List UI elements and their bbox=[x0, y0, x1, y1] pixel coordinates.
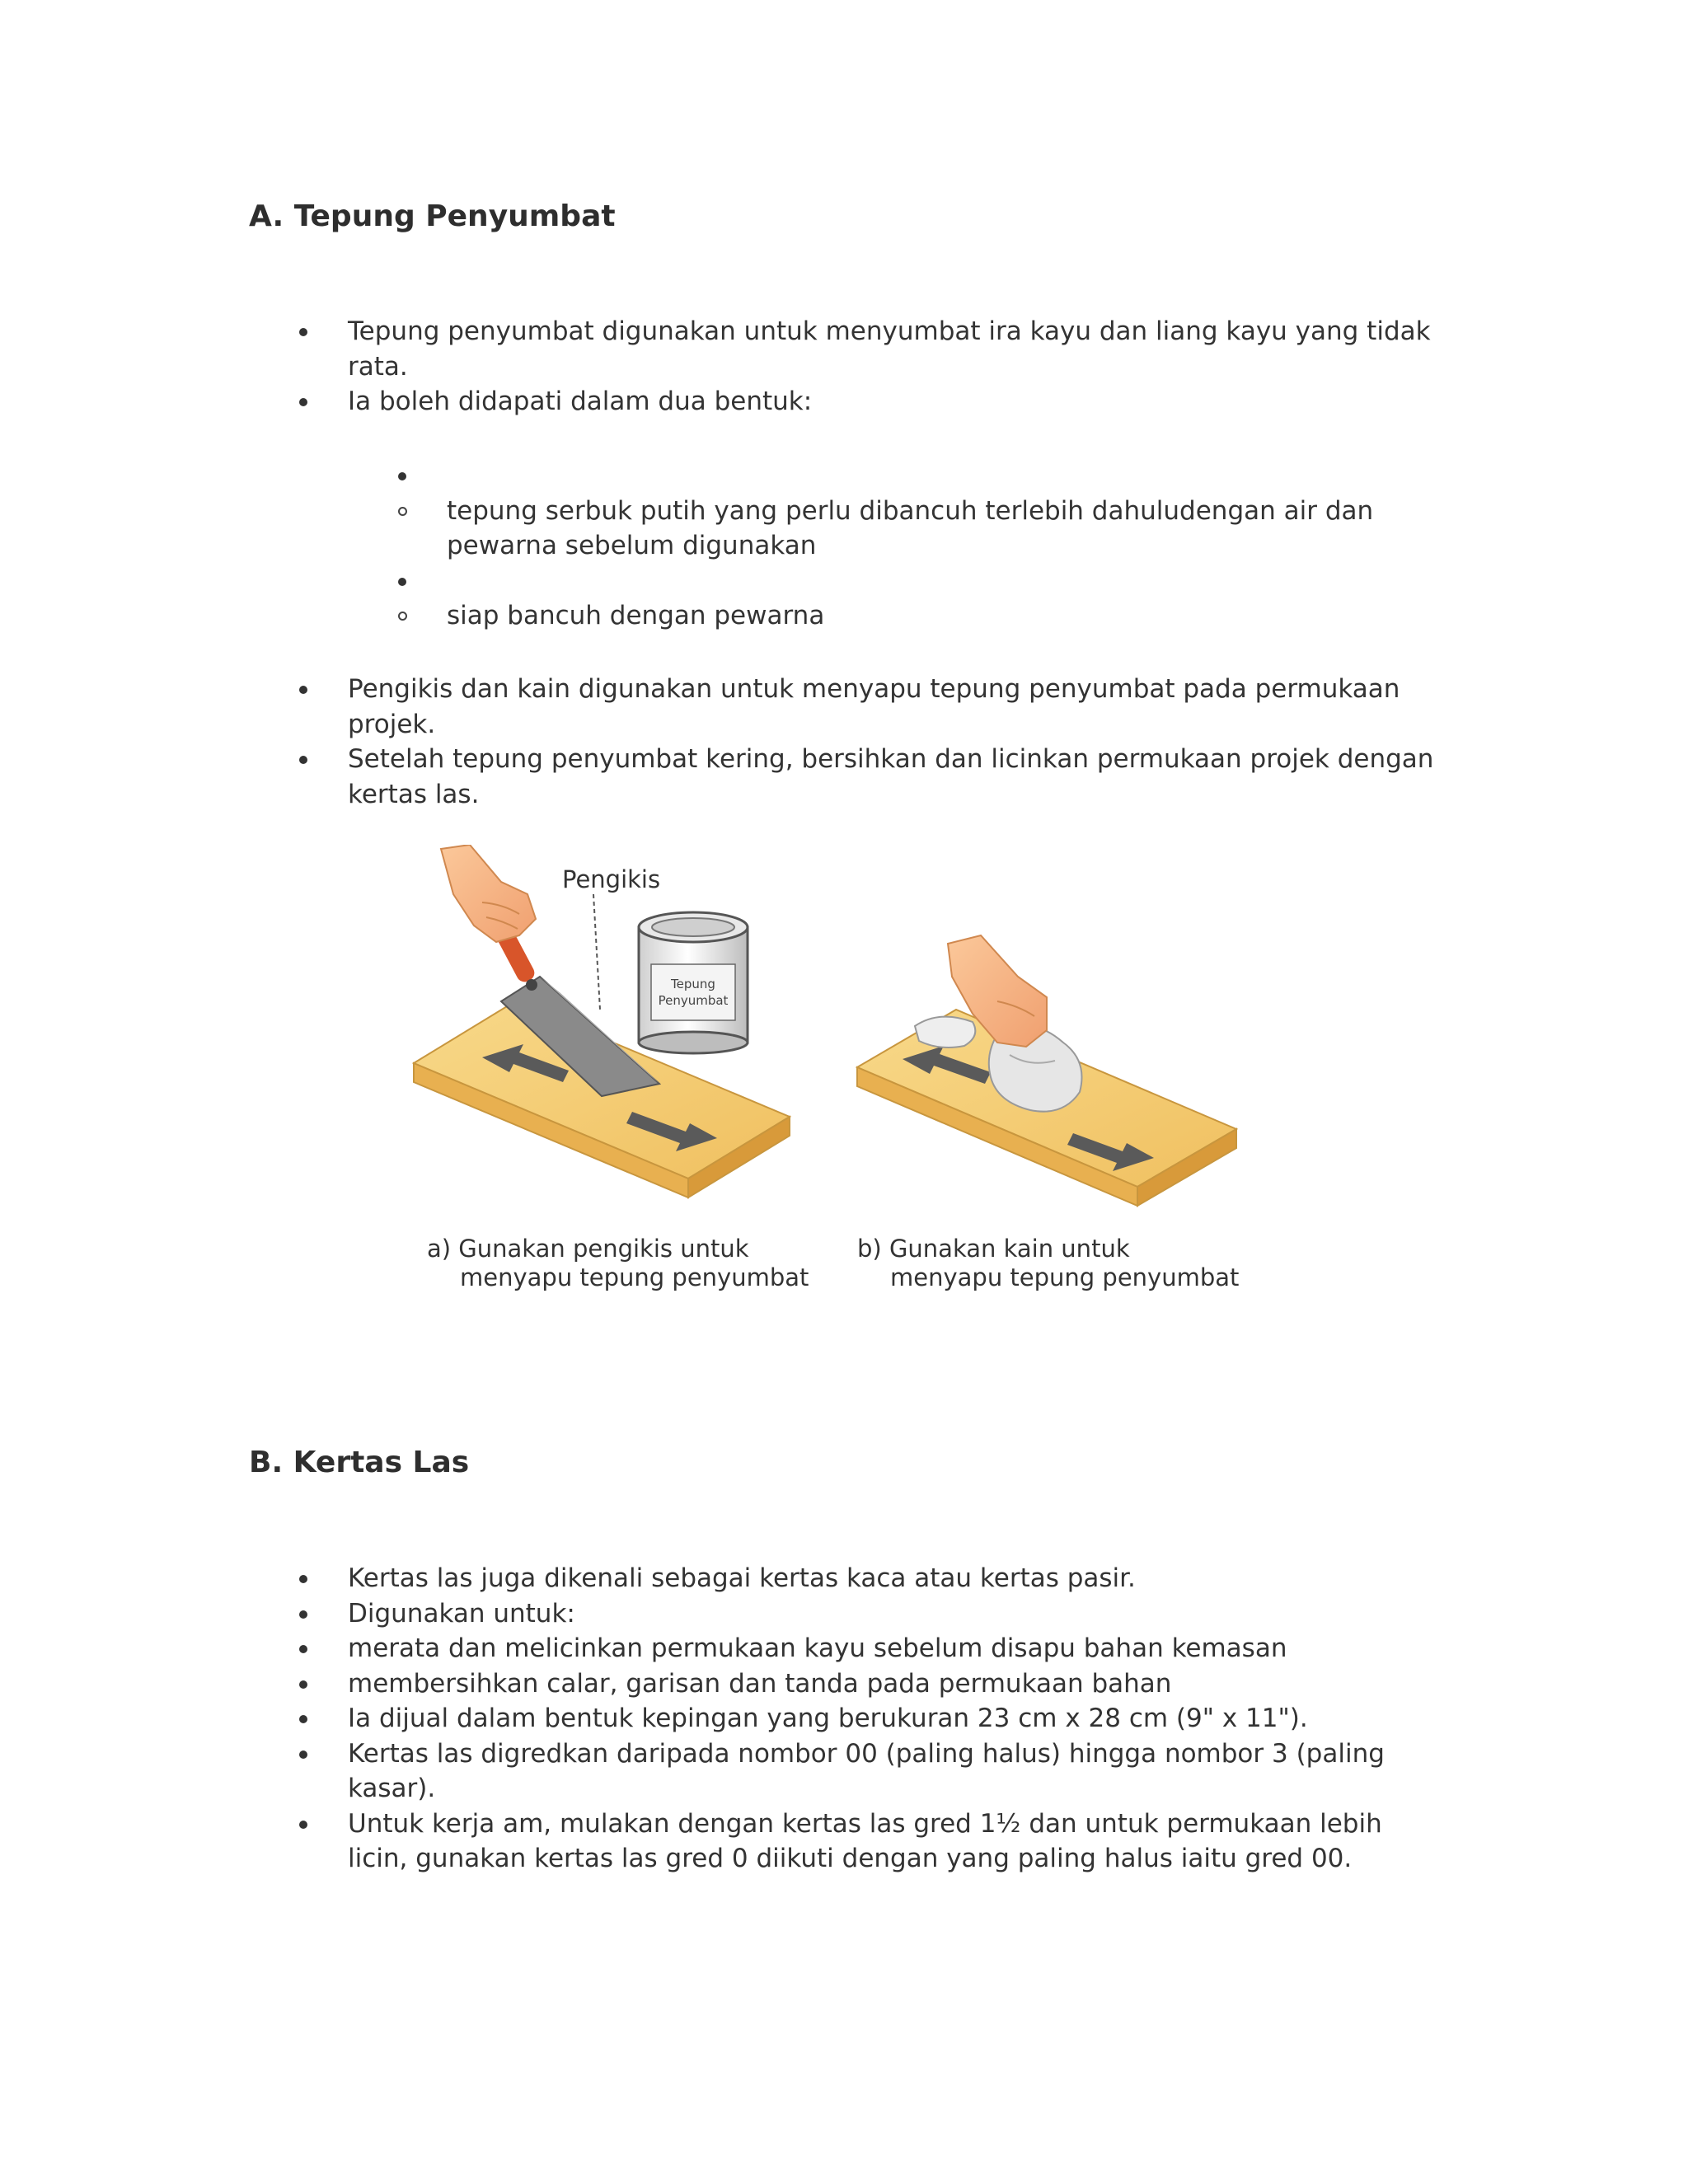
bullet-dot-icon bbox=[299, 756, 307, 764]
list-item-text: membersihkan calar, garisan dan tanda pada permukaan bahan bbox=[348, 1668, 1172, 1699]
caption-b-line1: b) Gunakan kain untuk bbox=[857, 1235, 1130, 1263]
bullet-dot-icon bbox=[299, 1680, 307, 1689]
list-item bbox=[348, 1666, 1444, 1702]
pointer-line bbox=[593, 894, 600, 1010]
caption-a-line1: a) Gunakan pengikis untuk bbox=[427, 1235, 749, 1263]
section-a-bullets-top bbox=[348, 314, 1444, 419]
list-item bbox=[447, 494, 1403, 564]
caption-a-line2: menyapu tepung penyumbat bbox=[460, 1263, 809, 1291]
list-item bbox=[348, 1736, 1444, 1807]
empty-list-item bbox=[447, 458, 1403, 494]
bullet-dot-icon bbox=[299, 686, 307, 694]
bullet-dot-icon bbox=[299, 1821, 307, 1829]
bullet-dot-icon bbox=[299, 1750, 307, 1759]
bullet-dot-icon bbox=[299, 1645, 307, 1653]
list-item-text: tepung serbuk putih yang perlu dibancuh terlebih dahuludengan air dan pewarna sebelum digunakan bbox=[447, 495, 1374, 560]
list-item bbox=[348, 1807, 1444, 1877]
bullet-dot-icon bbox=[299, 1610, 307, 1619]
filler-application-illustration bbox=[404, 845, 1261, 1306]
bullet-dot-icon bbox=[299, 1715, 307, 1723]
can-label-line1: Tepung bbox=[671, 977, 715, 991]
bullet-dot-icon bbox=[398, 472, 406, 480]
tool-label: Pengikis bbox=[562, 865, 661, 893]
bullet-circle-icon bbox=[398, 612, 407, 621]
empty-list-item bbox=[447, 564, 1403, 599]
list-item-text: Kertas las digredkan daripada nombor 00 (paling halus) hingga nombor 3 (paling kasar). bbox=[348, 1738, 1385, 1803]
list-item bbox=[447, 598, 1403, 634]
list-item-text: Untuk kerja am, mulakan dengan kertas las gred 1½ dan untuk permukaan lebih licin, gunakan kertas las gred 0 diikuti dengan yang paling halus iaitu gred 00. bbox=[348, 1808, 1382, 1873]
list-item-text: Tepung penyumbat digunakan untuk menyumbat ira kayu dan liang kayu yang tidak rata. bbox=[348, 316, 1431, 382]
list-item bbox=[348, 1561, 1444, 1596]
hand-icon bbox=[441, 845, 536, 942]
bullet-dot-icon bbox=[299, 328, 307, 336]
bullet-dot-icon bbox=[299, 1575, 307, 1583]
section-b-heading: B. Kertas Las bbox=[249, 1446, 470, 1479]
list-item-text: Setelah tepung penyumbat kering, bersihkan dan licinkan permukaan projek dengan kertas las. bbox=[348, 744, 1434, 809]
list-item bbox=[348, 1631, 1444, 1666]
section-a-heading: A. Tepung Penyumbat bbox=[249, 199, 616, 233]
list-item bbox=[348, 384, 1444, 419]
list-item bbox=[348, 742, 1444, 812]
list-item-text: Ia dijual dalam bentuk kepingan yang berukuran 23 cm x 28 cm (9" x 11"). bbox=[348, 1704, 1308, 1733]
list-item bbox=[348, 314, 1444, 384]
list-item bbox=[348, 1701, 1444, 1736]
list-item bbox=[348, 1596, 1444, 1632]
bullet-dot-icon bbox=[398, 578, 406, 586]
bullet-circle-icon bbox=[398, 507, 407, 516]
filler-can-icon bbox=[639, 912, 748, 1053]
list-item bbox=[348, 672, 1444, 742]
section-a-bullets-bottom bbox=[348, 672, 1444, 812]
list-item-text: merata dan melicinkan permukaan kayu sebelum disapu bahan kemasan bbox=[348, 1633, 1287, 1663]
bullet-dot-icon bbox=[299, 398, 307, 406]
list-item-text: Pengikis dan kain digunakan untuk menyapu tepung penyumbat pada permukaan projek. bbox=[348, 674, 1400, 739]
list-item-text: Digunakan untuk: bbox=[348, 1598, 575, 1629]
can-label-line2: Penyumbat bbox=[658, 993, 729, 1008]
list-item-text: Kertas las juga dikenali sebagai kertas kaca atau kertas pasir. bbox=[348, 1563, 1136, 1593]
section-a-forms-list bbox=[447, 458, 1403, 634]
list-item-text: siap bancuh dengan pewarna bbox=[447, 601, 825, 630]
list-item-text: Ia boleh didapati dalam dua bentuk: bbox=[348, 387, 813, 416]
section-b-bullets bbox=[348, 1561, 1444, 1877]
caption-b-line2: menyapu tepung penyumbat bbox=[890, 1263, 1240, 1291]
